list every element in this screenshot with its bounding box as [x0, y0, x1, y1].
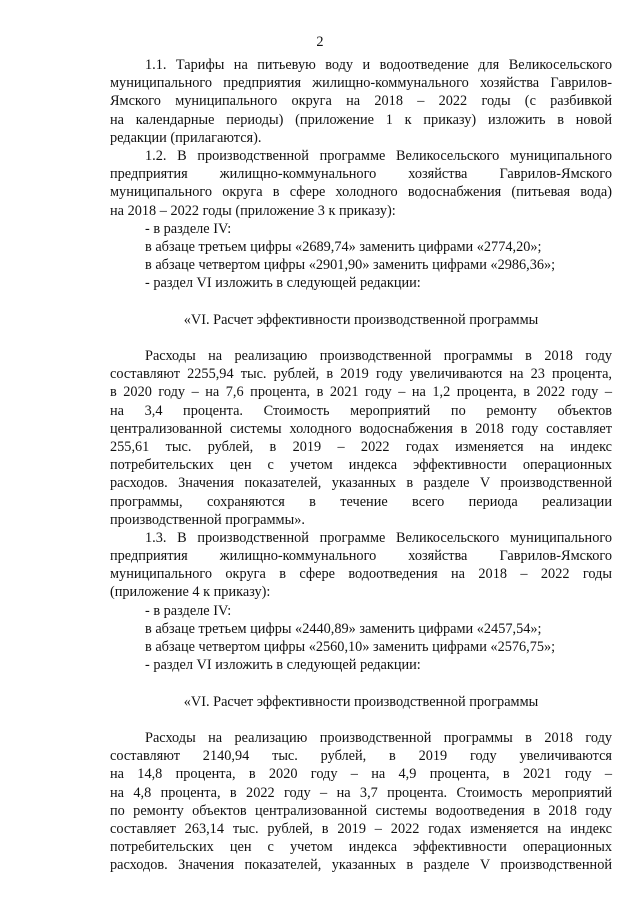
text-line: 1.2. В производственной программе Великосельского муниципального — [145, 147, 612, 164]
text-line: в абзаце четвертом цифры «2901,90» заменить цифрами «2986,36»; — [145, 257, 556, 274]
text-line: в абзаце третьем цифры «2440,89» заменить цифрами «2457,54»; — [145, 620, 542, 637]
text-line: муниципального округа в сфере холодного водоснабжения (питьевая вода) — [110, 184, 612, 201]
text-line: Ямского муниципального округа на 2018 – 2022 годы (с разбивкой — [110, 93, 612, 110]
text-line: редакции (прилагаются). — [110, 129, 262, 146]
text-line: на 14,8 процента, в 2020 году – на 4,9 процента, в 2021 году – — [110, 766, 612, 783]
paragraph-1-3 — [110, 529, 612, 675]
text-line: (приложение 4 к приказу): — [110, 584, 271, 601]
section-heading: «VI. Расчет эффективности производственной программы — [183, 693, 539, 710]
text-line: предприятия жилищно-коммунального хозяйства Гаврилов-Ямского — [110, 166, 612, 183]
text-line: потребительских цен с учетом индекса эффективности операционных — [110, 457, 612, 474]
document-body — [110, 56, 612, 874]
text-line: составляет 263,14 тыс. рублей, в 2019 – 2022 годах изменяется на индекс — [110, 820, 612, 837]
text-line: муниципального предприятия жилищно-коммунального хозяйства Гаврилов- — [110, 75, 612, 92]
text-line: расходов. Значения показателей, указанных в разделе V производственной — [110, 857, 612, 874]
text-line: по ремонту объектов централизованной системы водоотведения в 2018 году — [110, 802, 612, 819]
text-line: в абзаце третьем цифры «2689,74» заменить цифрами «2774,20»; — [145, 238, 542, 255]
text-line: централизованной системы холодного водоснабжения в 2018 году составляет — [110, 420, 612, 437]
paragraph-section-vi-sewage — [110, 729, 612, 875]
text-line: составляют 2255,94 тыс. рублей, в 2019 году увеличиваются на 23 процента, — [110, 366, 612, 383]
text-line: программы, сохраняются в течение всего периода реализации — [110, 493, 612, 510]
paragraph-section-vi-water — [110, 347, 612, 529]
text-line: на 2018 – 2022 годы (приложение 3 к приказу): — [110, 202, 396, 219]
text-line: Расходы на реализацию производственной программы в 2018 году — [145, 348, 612, 364]
text-line: составляют 2140,94 тыс. рублей, в 2019 году увеличиваются — [110, 748, 612, 765]
text-line: производственной программы». — [110, 511, 305, 528]
text-line: в абзаце четвертом цифры «2560,10» заменить цифрами «2576,75»; — [145, 639, 556, 655]
text-line: - в разделе IV: — [145, 220, 232, 237]
section-heading: «VI. Расчет эффективности производственной программы — [183, 311, 539, 328]
page-number: 2 — [316, 34, 324, 50]
text-line: на календарные периоды) (приложение 1 к приказу) изложить в новой — [110, 111, 612, 128]
text-line: на 4,8 процента, в 2022 году – на 3,7 процента. Стоимость мероприятий — [110, 784, 612, 801]
text-line: на 3,4 процента. Стоимость мероприятий по ремонту объектов — [110, 402, 612, 419]
text-line: - в разделе IV: — [145, 602, 232, 619]
text-line: 255,61 тыс. рублей, в 2019 – 2022 годах изменяется на индекс — [110, 438, 612, 455]
text-line: потребительских цен с учетом индекса эффективности операционных — [110, 839, 612, 856]
text-line: предприятия жилищно-коммунального хозяйства Гаврилов-Ямского — [110, 548, 612, 565]
text-line: расходов. Значения показателей, указанных в разделе V производственной — [110, 475, 612, 492]
paragraph-1-1 — [110, 56, 612, 147]
text-line: Расходы на реализацию производственной программы в 2018 году — [145, 729, 612, 746]
text-line: муниципального округа в сфере водоотведения на 2018 – 2022 годы — [110, 566, 612, 583]
text-line: - раздел VI изложить в следующей редакции: — [145, 657, 421, 674]
text-line: - раздел VI изложить в следующей редакции: — [145, 275, 421, 292]
text-line: в 2020 году – на 7,6 процента, в 2021 году – на 1,2 процента, в 2022 году – — [110, 384, 612, 401]
text-line: 1.3. В производственной программе Великосельского муниципального — [145, 529, 612, 546]
paragraph-1-2 — [110, 147, 612, 293]
text-line: 1.1. Тарифы на питьевую воду и водоотведение для Великосельского — [145, 57, 612, 73]
